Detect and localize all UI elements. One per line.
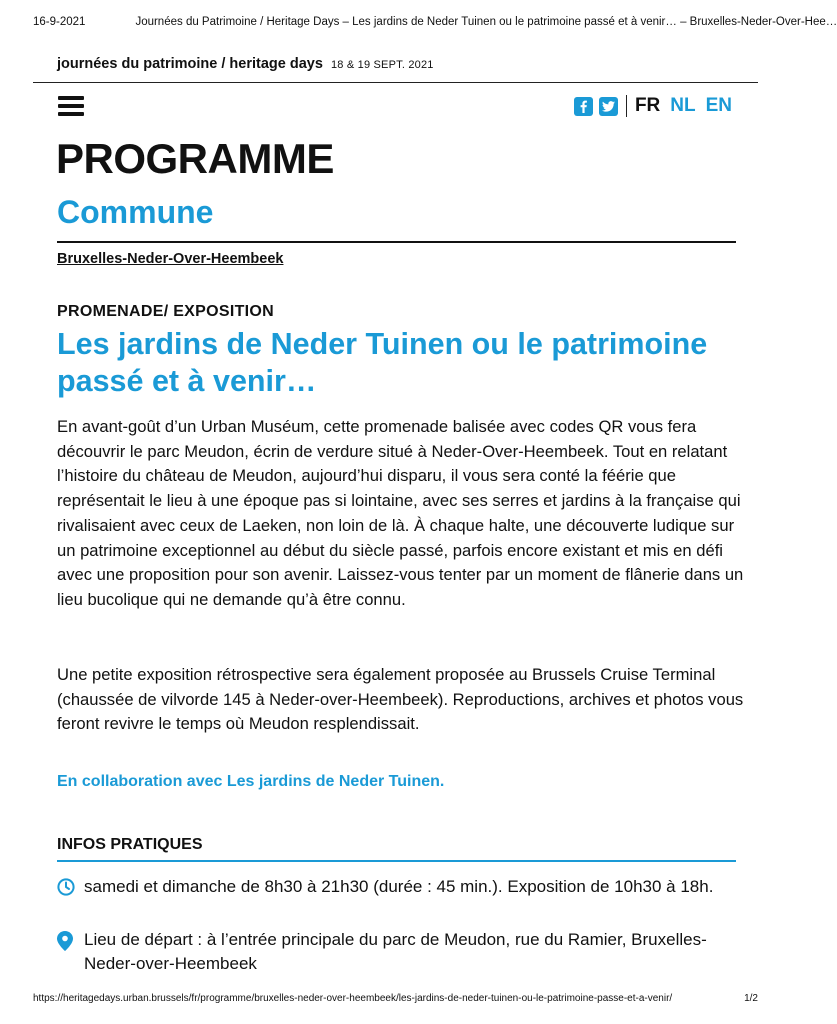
article-paragraph-1: En avant-goût d’un Urban Muséum, cette promenade balisée avec codes QR vous fera découvrir le parc Meudon, écrin de verdure situé à Neder-Over-Heembeek. Tout en relatant l’histoire du château de Meudon, aujourd’hui disparu, il vous sera conté la féérie que représentait le lieu à une époque pas si lointaine, avec ses serres et jardins à la française qui rivalisaient avec ceux de Laeken, non loin de là. À chaque halte, une découverte ludique sur un patrimoine exceptionnel au début du siècle passé, parfois encore existant et mis en défi avec une proposition pour son avenir. Laissez-vous tenter par un moment de flânerie dans un lieu bucolique qui ne demande qu’à être connu. bbox=[57, 417, 744, 609]
location-pin-icon bbox=[57, 931, 75, 975]
print-page-number: 1/2 bbox=[744, 993, 758, 1004]
article-paragraph-2: Une petite exposition rétrospective sera également proposée au Brussels Cruise Terminal (chaussée de vilvorde 145 à Neder-over-Heembeek). Reproductions, archives et photos vous feront revivre le temps où Meudon resplendissait. bbox=[57, 665, 744, 734]
collaboration-link[interactable]: En collaboration avec Les jardins de Neder Tuinen. bbox=[57, 773, 445, 790]
info-item-location bbox=[57, 928, 737, 975]
site-brand[interactable] bbox=[57, 56, 434, 72]
hamburger-icon[interactable] bbox=[58, 96, 84, 116]
article-title: Les jardins de Neder Tuinen ou le patrimoine passé et à venir… bbox=[57, 327, 708, 398]
commune-link[interactable]: Bruxelles-Neder-Over-Heembeek bbox=[57, 251, 284, 267]
clock-icon bbox=[57, 878, 75, 901]
header-separator bbox=[626, 95, 627, 117]
page-subtitle: Commune bbox=[57, 194, 214, 230]
lang-nl-link[interactable]: NL bbox=[670, 95, 696, 116]
twitter-icon[interactable] bbox=[599, 97, 618, 116]
print-footer bbox=[33, 993, 758, 1004]
infos-title: INFOS PRATIQUES bbox=[57, 836, 203, 853]
lang-en-link[interactable]: EN bbox=[705, 95, 732, 116]
infos-divider bbox=[57, 860, 736, 862]
site-brand-dates: 18 & 19 SEPT. 2021 bbox=[330, 59, 434, 71]
facebook-icon[interactable] bbox=[574, 97, 593, 116]
article-category: PROMENADE/ EXPOSITION bbox=[57, 303, 274, 320]
site-brand-name: journées du patrimoine / heritage days bbox=[57, 56, 323, 72]
lang-fr-link[interactable]: FR bbox=[634, 95, 661, 116]
print-url: https://heritagedays.urban.brussels/fr/programme/bruxelles-neder-over-heembeek/les-jardins-de-neder-tuinen-ou-le-patrimoine-passe-et-a-venir/ bbox=[33, 993, 673, 1004]
print-header bbox=[33, 16, 837, 28]
print-page-title: Journées du Patrimoine / Heritage Days – Les jardins de Neder Tuinen ou le patrimoine passé et à venir… – Bruxelles-Neder-Over-Hee… bbox=[135, 16, 837, 28]
info-schedule-text: samedi et dimanche de 8h30 à 21h30 (durée : 45 min.). Exposition de 10h30 à 18h. bbox=[84, 877, 714, 896]
print-date: 16-9-2021 bbox=[33, 16, 86, 28]
info-location-text: Lieu de départ : à l’entrée principale du parc de Meudon, rue du Ramier, Bruxelles-Neder-over-Heembeek bbox=[84, 930, 707, 973]
info-item-schedule bbox=[57, 875, 737, 901]
header-actions bbox=[574, 95, 732, 117]
header-divider bbox=[33, 82, 758, 83]
title-divider bbox=[57, 241, 736, 243]
page-title: PROGRAMME bbox=[56, 135, 334, 182]
